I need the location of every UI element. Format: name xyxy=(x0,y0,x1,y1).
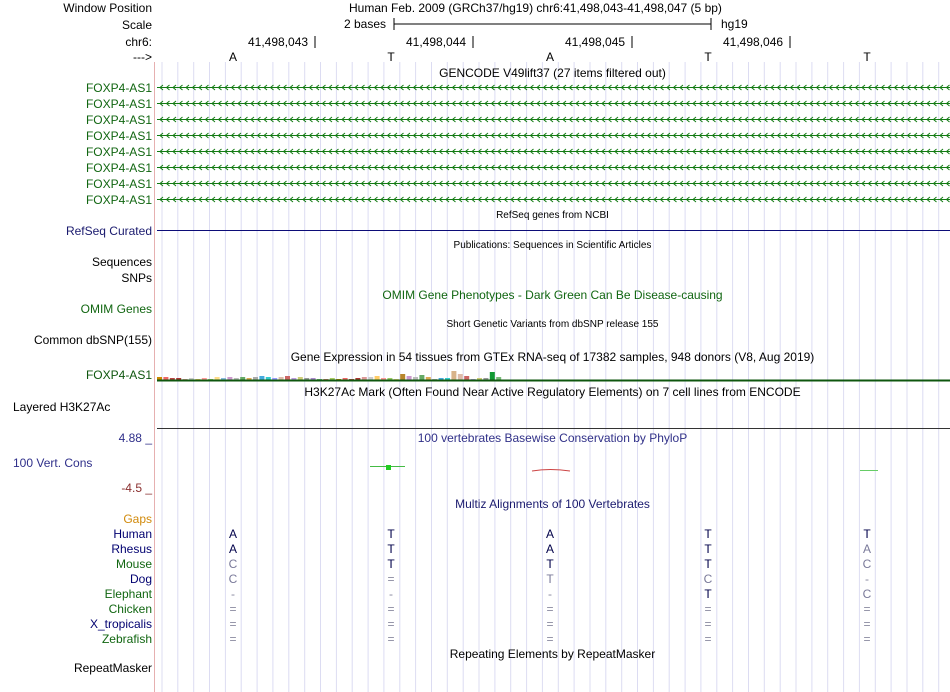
gencode-gene-label[interactable]: FOXP4-AS1 xyxy=(85,193,152,207)
base-letter: T xyxy=(863,50,871,64)
window-position-value: Human Feb. 2009 (GRCh37/hg19) chr6:41,498,043-41,498,047 (5 bp) xyxy=(349,1,722,15)
alignment-base: = xyxy=(387,572,395,586)
scale-label: Scale xyxy=(121,18,152,32)
alignment-base: A xyxy=(862,542,871,556)
alignment-base: - xyxy=(865,572,869,586)
gaps-label[interactable]: Gaps xyxy=(123,512,152,526)
dbsnp-label[interactable]: Common dbSNP(155) xyxy=(33,333,152,347)
alignment-base: C xyxy=(703,572,713,586)
alignment-base: = xyxy=(546,617,554,631)
gtex-tissue-bar xyxy=(419,375,424,380)
alignment-base: T xyxy=(704,587,712,601)
species-label[interactable]: Elephant xyxy=(104,587,152,601)
alignment-base: = xyxy=(863,632,871,646)
conservation-peak xyxy=(386,465,391,470)
h3k27ac-label[interactable]: Layered H3K27Ac xyxy=(13,400,111,414)
alignment-base: C xyxy=(862,587,872,601)
conservation-signal xyxy=(532,470,570,472)
alignment-base: C xyxy=(228,572,238,586)
alignment-base: = xyxy=(229,632,237,646)
gtex-track-title: Gene Expression in 54 tissues from GTEx RNA-seq of 17382 samples, 948 donors (V8, Aug 2019) xyxy=(290,350,815,364)
alignment-base: A xyxy=(228,542,237,556)
position-tick-label: 41,498,045 xyxy=(565,35,626,49)
position-tick-label: 41,498,044 xyxy=(406,35,467,49)
scale-assembly: hg19 xyxy=(721,17,748,31)
base-letter: T xyxy=(387,50,395,64)
gtex-tissue-bar xyxy=(285,376,290,380)
gtex-tissue-bar xyxy=(464,376,469,380)
alignment-base: A xyxy=(545,542,554,556)
base-letter: T xyxy=(704,50,712,64)
gencode-gene-label[interactable]: FOXP4-AS1 xyxy=(85,129,152,143)
repeatmasker-track-title: Repeating Elements by RepeatMasker xyxy=(449,647,656,661)
alignment-base: T xyxy=(704,527,712,541)
alignment-base: - xyxy=(231,587,235,601)
conservation-track-title: 100 vertebrates Basewise Conservation by PhyloP xyxy=(417,431,688,445)
species-label[interactable]: Mouse xyxy=(115,557,152,571)
scale-text: 2 bases xyxy=(344,17,387,31)
position-tick-label: 41,498,043 xyxy=(248,35,309,49)
alignment-base: T xyxy=(546,572,554,586)
alignment-base: = xyxy=(863,617,871,631)
base-letter: A xyxy=(228,50,237,64)
alignment-base: T xyxy=(387,527,395,541)
alignment-base: = xyxy=(546,632,554,646)
position-tick-label: 41,498,046 xyxy=(723,35,784,49)
conservation-label[interactable]: 100 Vert. Cons xyxy=(13,456,93,470)
conservation-max-label: 4.88 _ xyxy=(118,431,152,445)
alignment-base: = xyxy=(704,602,712,616)
gtex-gene-label[interactable]: FOXP4-AS1 xyxy=(85,368,152,382)
species-label[interactable]: Chicken xyxy=(108,602,152,616)
gencode-track-title: GENCODE V49lift37 (27 items filtered out) xyxy=(439,66,666,80)
gtex-tissue-bar xyxy=(490,372,495,380)
chrom-label: chr6: xyxy=(125,35,152,49)
alignment-base: = xyxy=(387,632,395,646)
alignment-base: A xyxy=(228,527,237,541)
alignment-base: = xyxy=(546,602,554,616)
gencode-gene-label[interactable]: FOXP4-AS1 xyxy=(85,145,152,159)
repeatmasker-label[interactable]: RepeatMasker xyxy=(73,661,152,675)
gtex-tissue-bar xyxy=(400,374,405,380)
species-label[interactable]: X_tropicalis xyxy=(89,617,152,631)
alignment-base: T xyxy=(704,557,712,571)
alignment-base: - xyxy=(548,587,552,601)
alignment-base: = xyxy=(704,632,712,646)
alignment-base: = xyxy=(229,617,237,631)
alignment-base: = xyxy=(704,617,712,631)
alignment-base: T xyxy=(546,557,554,571)
species-label[interactable]: Dog xyxy=(129,572,152,586)
alignment-base: T xyxy=(387,557,395,571)
gtex-tissue-bar xyxy=(375,376,380,380)
refseq-label[interactable]: RefSeq Curated xyxy=(65,224,152,238)
h3k27ac-track-title: H3K27Ac Mark (Often Found Near Active Regulatory Elements) on 7 cell lines from ENCODE xyxy=(304,385,801,399)
alignment-base: T xyxy=(863,527,871,541)
alignment-base: = xyxy=(863,602,871,616)
alignment-base: = xyxy=(229,602,237,616)
alignment-base: = xyxy=(387,617,395,631)
gtex-tissue-bar xyxy=(458,374,463,380)
publications-track-title: Publications: Sequences in Scientific Articles xyxy=(453,240,652,251)
gencode-gene-label[interactable]: FOXP4-AS1 xyxy=(85,81,152,95)
omim-label[interactable]: OMIM Genes xyxy=(80,302,152,316)
omim-track-title: OMIM Gene Phenotypes - Dark Green Can Be Disease-causing xyxy=(382,288,723,302)
base-letter: A xyxy=(545,50,554,64)
alignment-base: A xyxy=(545,527,554,541)
gtex-tissue-bar xyxy=(407,376,412,380)
gencode-gene-label[interactable]: FOXP4-AS1 xyxy=(85,113,152,127)
refseq-track-title: RefSeq genes from NCBI xyxy=(496,210,609,221)
gencode-gene-label[interactable]: FOXP4-AS1 xyxy=(85,177,152,191)
species-label[interactable]: Zebrafish xyxy=(101,632,152,646)
multiz-track-title: Multiz Alignments of 100 Vertebrates xyxy=(455,497,650,511)
alignment-base: T xyxy=(704,542,712,556)
alignment-base: = xyxy=(387,602,395,616)
strand-label: ---> xyxy=(133,50,152,64)
gencode-gene-label[interactable]: FOXP4-AS1 xyxy=(85,97,152,111)
gencode-gene-label[interactable]: FOXP4-AS1 xyxy=(85,161,152,175)
alignment-base: C xyxy=(228,557,238,571)
alignment-base: T xyxy=(387,542,395,556)
species-label[interactable]: Rhesus xyxy=(111,542,152,556)
dbsnp-track-title: Short Genetic Variants from dbSNP release 155 xyxy=(446,319,659,330)
alignment-base: C xyxy=(862,557,872,571)
window-position-label: Window Position xyxy=(63,1,152,15)
snps-label[interactable]: SNPs xyxy=(121,271,152,285)
conservation-min-label: -4.5 _ xyxy=(121,481,152,495)
sequences-label[interactable]: Sequences xyxy=(91,255,152,269)
alignment-base: - xyxy=(389,587,393,601)
gtex-tissue-bar xyxy=(259,376,264,380)
species-label[interactable]: Human xyxy=(113,527,152,541)
gtex-tissue-bar xyxy=(451,371,456,380)
